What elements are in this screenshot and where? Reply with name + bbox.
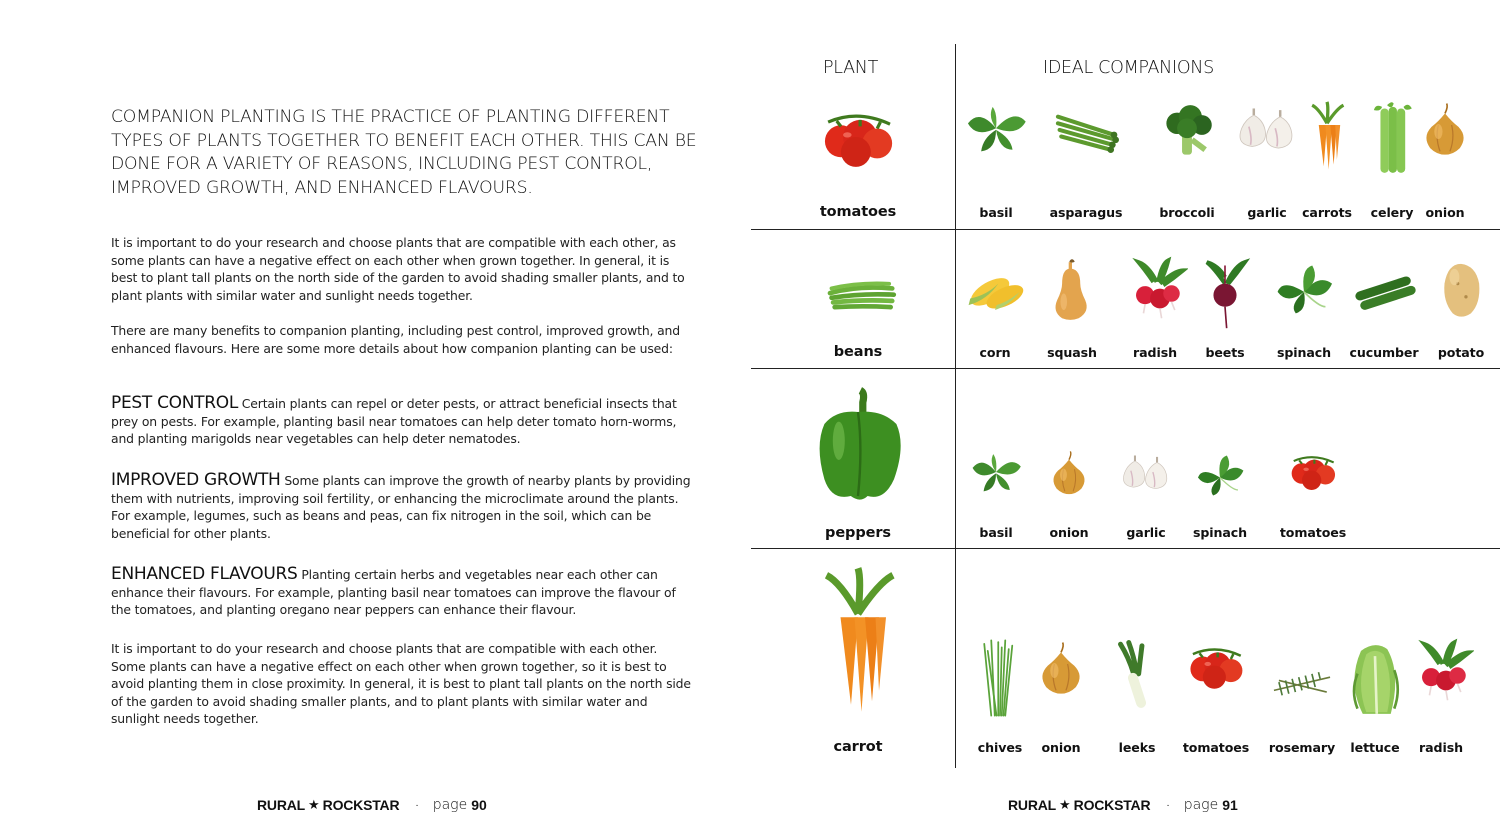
footer-page-number: 91 bbox=[1222, 797, 1238, 813]
basil-icon bbox=[963, 88, 1029, 190]
tomato-icon bbox=[1183, 632, 1249, 724]
pepper-icon bbox=[810, 376, 906, 508]
footer-separator: · bbox=[1166, 799, 1170, 811]
companion-label: garlic bbox=[1126, 525, 1166, 540]
enhanced-flavours-section bbox=[111, 566, 691, 619]
body-paragraph-research: It is important to do your research and choose plants that are compatible with each other, as some plants can have a negative effect on each other when grown together. In general, it is best to plant tall plants on the north side of the garden to avoid shading smaller plants, and to plant plants with similar water and sunlight needs together. bbox=[111, 235, 685, 303]
companion-cell bbox=[1268, 450, 1358, 551]
basil-icon bbox=[963, 450, 1029, 512]
plant-cell bbox=[793, 105, 923, 230]
radish-icon bbox=[1408, 632, 1474, 724]
companion-label: spinach bbox=[1192, 525, 1248, 540]
companion-label: basil bbox=[979, 525, 1013, 540]
footer-page-label: page bbox=[1183, 797, 1219, 813]
tomato-icon bbox=[793, 105, 923, 201]
carrot-icon bbox=[788, 554, 928, 740]
body-paragraph-benefits: There are many benefits to companion planting, including pest control, improved growth, and enhanced flavours. Here are some more details about how companion planting can be used: bbox=[111, 323, 680, 356]
pest-control-title: PEST CONTROL bbox=[111, 393, 238, 413]
column-header-companions: IDEAL COMPANIONS bbox=[1043, 58, 1214, 78]
companion-label: radish bbox=[1419, 740, 1463, 755]
tomato-icon bbox=[1280, 450, 1346, 512]
companion-label: celery bbox=[1370, 205, 1414, 220]
companion-cell bbox=[1259, 256, 1349, 371]
plant-cell bbox=[768, 262, 948, 370]
spinach-icon bbox=[1187, 450, 1253, 512]
footer-left bbox=[257, 795, 487, 815]
companion-label: rosemary bbox=[1268, 740, 1336, 755]
companion-label: onion bbox=[1049, 525, 1089, 540]
companion-label: spinach bbox=[1276, 345, 1332, 360]
star-icon: ★ bbox=[1059, 797, 1071, 812]
broccoli-icon bbox=[1154, 88, 1220, 190]
companion-cell bbox=[1041, 88, 1131, 231]
plant-cell bbox=[788, 554, 928, 765]
potato-icon bbox=[1428, 256, 1494, 336]
footer-brand-rockstar: ROCKSTAR bbox=[1073, 797, 1151, 813]
beet-icon bbox=[1192, 256, 1258, 336]
leek-icon bbox=[1104, 632, 1170, 724]
companion-label: squash bbox=[1047, 345, 1097, 360]
intro-heading: COMPANION PLANTING IS THE PRACTICE OF PLANTING DIFFERENT TYPES OF PLANTS TOGETHER TO BENEFIT EACH OTHER. THIS CAN BE DONE FOR A VARIETY OF REASONS, INCLUDING PEST CONTROL, IMPROVED GROWTH, AND ENHANCED FLAVOURS. bbox=[111, 107, 697, 198]
companion-label: leeks bbox=[1118, 740, 1156, 755]
onion-icon bbox=[1028, 632, 1094, 724]
corn-icon bbox=[962, 256, 1028, 336]
companion-cell bbox=[1142, 88, 1232, 231]
squash-icon bbox=[1039, 256, 1105, 336]
onion-icon bbox=[1036, 450, 1102, 512]
companion-label: chives bbox=[977, 740, 1023, 755]
companion-cell bbox=[1092, 632, 1182, 766]
footer-separator: · bbox=[415, 799, 419, 811]
companion-label: onion bbox=[1425, 205, 1465, 220]
onion-icon bbox=[1412, 88, 1478, 190]
improved-growth-section bbox=[111, 472, 691, 542]
companion-label: carrots bbox=[1302, 205, 1352, 220]
footer-page-label: page bbox=[432, 797, 468, 813]
plant-label: beans bbox=[833, 344, 883, 360]
footer-page-number: 90 bbox=[471, 797, 487, 813]
cucumber-icon bbox=[1351, 256, 1417, 336]
star-icon: ★ bbox=[308, 797, 320, 812]
companion-cell bbox=[1416, 256, 1500, 371]
plant-label: tomatoes bbox=[819, 204, 897, 220]
body-paragraph-compatibility: It is important to do your research and choose plants that are compatible with each other. Some plants can have a negative effect on each other when grown together, so it is best to avoid planting them in close proximity. In general, it is best to plant tall plants on the north side of the garden to avoid shading smaller plants, and to plant plants with similar water and sunlight needs together. bbox=[111, 641, 691, 727]
garlic-icon bbox=[1113, 450, 1179, 512]
enhanced-flavours-title: ENHANCED FLAVOURS bbox=[111, 564, 298, 584]
companion-cell bbox=[1027, 256, 1117, 371]
enhanced-flavours-text: Planting certain herbs and vegetables near each other can enhance their flavours. For example, planting basil near tomatoes can improve the flavour of the tomatoes, and planting oregano near peppers can enhance their flavour. bbox=[111, 567, 676, 618]
plant-label: carrot bbox=[833, 739, 883, 755]
companion-label: radish bbox=[1133, 345, 1177, 360]
companion-label: broccoli bbox=[1159, 205, 1215, 220]
footer-brand-rural: RURAL bbox=[257, 797, 305, 813]
beans-icon bbox=[768, 262, 948, 332]
companion-cell bbox=[1171, 632, 1261, 766]
companion-label: tomatoes bbox=[1182, 740, 1250, 755]
companion-label: basil bbox=[979, 205, 1013, 220]
improved-growth-title: IMPROVED GROWTH bbox=[111, 470, 281, 490]
companion-label: onion bbox=[1041, 740, 1081, 755]
radish-icon bbox=[1122, 256, 1188, 336]
plant-label: peppers bbox=[825, 525, 891, 541]
footer-brand-rural: RURAL bbox=[1008, 797, 1056, 813]
spinach-icon bbox=[1271, 256, 1337, 336]
footer-brand-rockstar: ROCKSTAR bbox=[322, 797, 400, 813]
companion-cell bbox=[1396, 632, 1486, 766]
companion-label: corn bbox=[979, 345, 1011, 360]
companion-cell bbox=[951, 88, 1041, 231]
column-header-plant: PLANT bbox=[823, 58, 878, 78]
plant-cell bbox=[810, 376, 906, 551]
pest-control-text: Certain plants can repel or deter pests, or attract beneficial insects that prey on pests. For example, planting basil near tomatoes can help deter tomato horn-worms, and planting marigolds near vegetables can help deter nematodes. bbox=[111, 396, 677, 447]
companion-label: tomatoes bbox=[1279, 525, 1347, 540]
improved-growth-text: Some plants can improve the growth of nearby plants by providing them with nutrients, improving soil fertility, or enhancing the microclimate around the plants. For example, legumes, such as beans and peas, can fix nitrogen in the soil, which can be beneficial for other plants. bbox=[111, 473, 691, 541]
companion-cell bbox=[1400, 88, 1490, 231]
footer-right bbox=[1008, 795, 1238, 815]
companion-label: beets bbox=[1205, 345, 1245, 360]
companion-cell bbox=[1175, 450, 1265, 551]
companion-label: asparagus bbox=[1049, 205, 1123, 220]
asparagus-icon bbox=[1053, 88, 1119, 190]
companion-label: lettuce bbox=[1350, 740, 1400, 755]
pest-control-section bbox=[111, 395, 691, 448]
companion-label: potato bbox=[1437, 345, 1485, 360]
companion-label: garlic bbox=[1247, 205, 1287, 220]
companion-cell bbox=[1180, 256, 1270, 371]
companion-label: cucumber bbox=[1349, 345, 1419, 360]
rosemary-icon bbox=[1269, 632, 1335, 724]
